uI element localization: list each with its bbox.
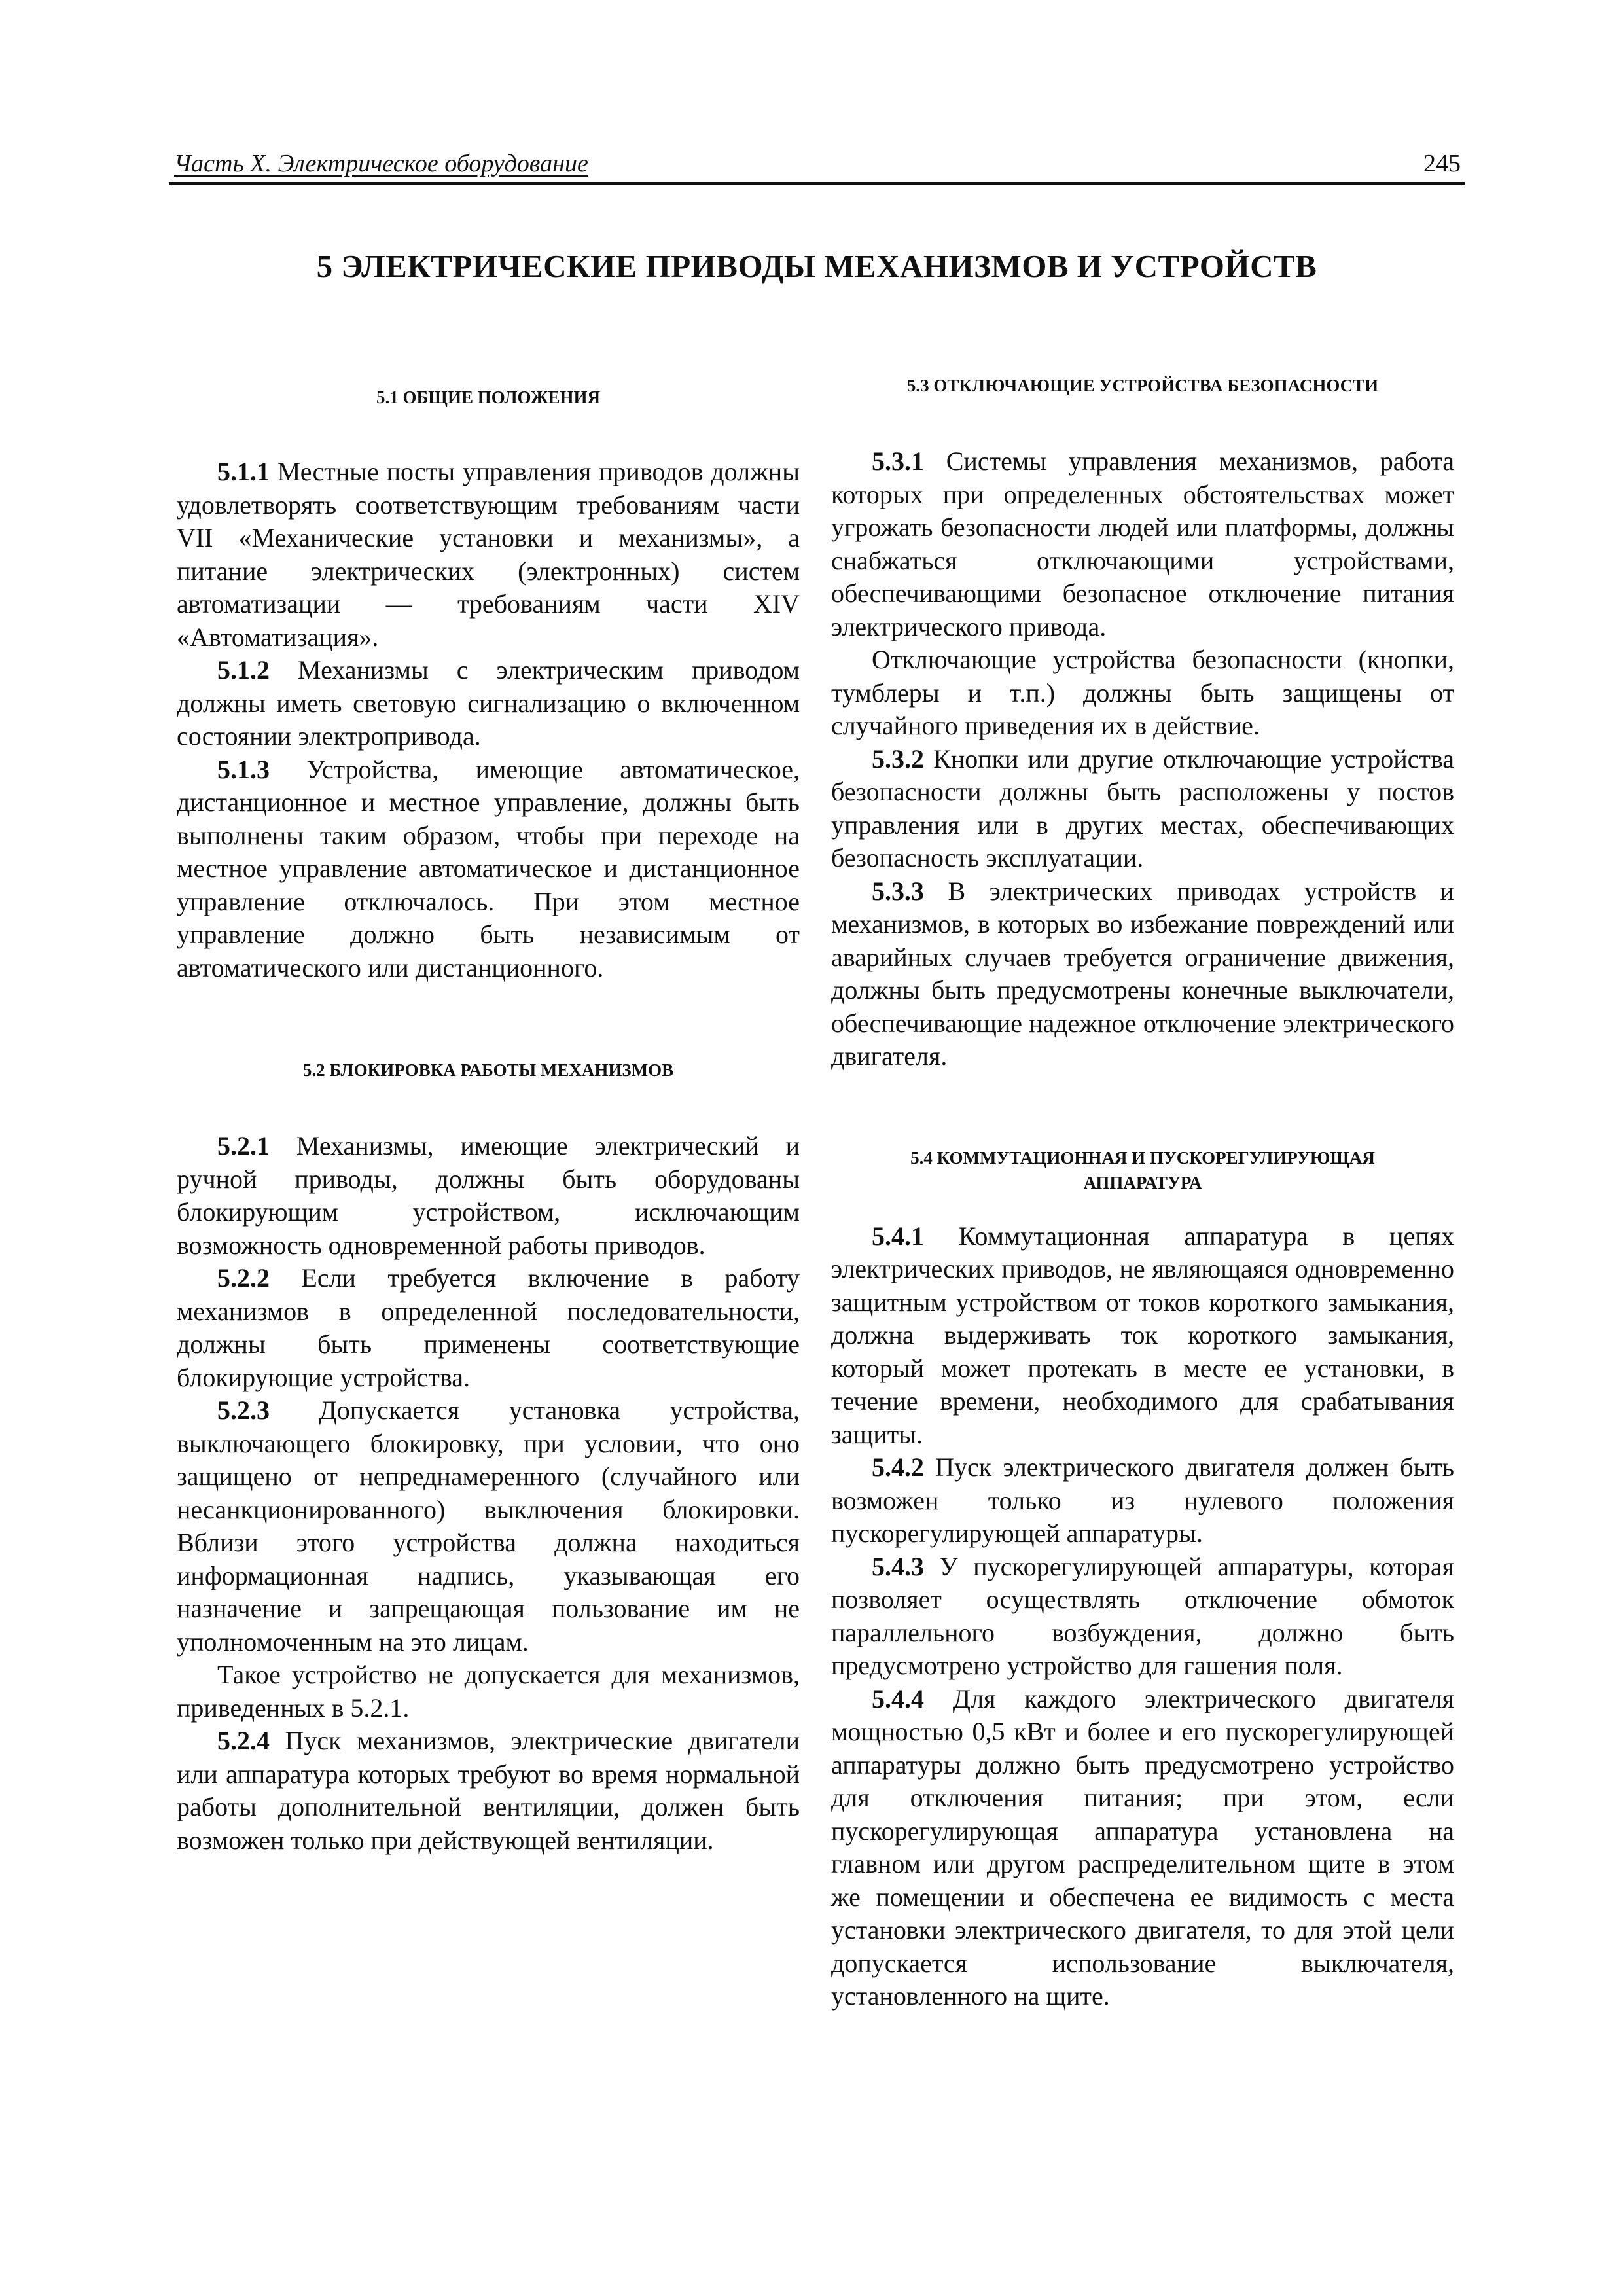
paragraph-text: Пуск электрического двигателя должен быть возможен только из нулевого положения пускорегулирующей аппаратуры. (831, 1452, 1454, 1548)
paragraph-text: Механизмы с электрическим приводом должны иметь световую сигнализацию о включенном состоянии электропривода. (177, 655, 800, 751)
paragraph-text: Отключающие устройства безопасности (кнопки, тумблеры и т.п.) должны быть защищены от случайного приведения их в действие. (831, 645, 1454, 740)
paragraph-5-4-3 (831, 1551, 1454, 1683)
paragraph-text: Местные посты управления приводов должны удовлетворять соответствующим требованиям части VII «Механические установки и механизмы», а питание электрических (электронных) систем автоматизации — требованиям части XIV «Автоматизация». (177, 457, 800, 652)
clause-number: 5.3.3 (872, 876, 924, 906)
paragraph-5-3-3 (831, 875, 1454, 1073)
clause-number: 5.1.2 (217, 655, 270, 685)
paragraph-5-3-1 (831, 445, 1454, 643)
chapter-title: 5 ЭЛЕКТРИЧЕСКИЕ ПРИВОДЫ МЕХАНИЗМОВ И УСТРОЙСТВ (316, 248, 1317, 284)
paragraph-text: Допускается установка устройства, выключающего блокировку, при условии, что оно защищено от непреднамеренного (случайного или несанкционированного) выключения блокировки. Вблизи этого устройства должна находиться информационная надпись, указывающая его назначение и запрещающая пользование им не уполномоченным на это лицам. (177, 1395, 800, 1657)
paragraph-text: У пускорегулирующей аппаратуры, которая позволяет осуществлять отключение обмоток параллельного возбуждения, должно быть предусмотрено устройство для гашения поля. (831, 1551, 1454, 1680)
section-heading-5-4 (831, 1145, 1454, 1195)
paragraph-text: Такое устройство не допускается для механизмов, приведенных в 5.2.1. (177, 1660, 800, 1723)
clause-number: 5.3.1 (872, 446, 924, 476)
clause-number: 5.4.4 (872, 1683, 924, 1713)
paragraph-5-3-2 (831, 743, 1454, 875)
paragraph-5-4-4 (831, 1683, 1454, 2013)
paragraph-5-2-3-note (177, 1659, 800, 1725)
paragraph-5-3-1-note (831, 643, 1454, 743)
right-column (831, 367, 1454, 2013)
section-heading-5-1: 5.1 ОБЩИЕ ПОЛОЖЕНИЯ (376, 387, 601, 407)
section-heading-5-3: 5.3 ОТКЛЮЧАЮЩИЕ УСТРОЙСТВА БЕЗОПАСНОСТИ (906, 376, 1379, 395)
running-title: Часть X. Электрическое оборудование (174, 150, 588, 177)
paragraph-5-2-1 (177, 1130, 800, 1262)
paragraph-5-1-1 (177, 456, 800, 654)
paragraph-5-2-2 (177, 1262, 800, 1394)
paragraph-text: Механизмы, имеющие электрический и ручной приводы, должны быть оборудованы блокирующим устройством, исключающим возможность одновременной работы приводов. (177, 1131, 800, 1260)
paragraph-5-1-2 (177, 654, 800, 753)
clause-number: 5.4.2 (872, 1452, 924, 1482)
paragraph-text: Для каждого электрического двигателя мощностью 0,5 кВт и более и его пускорегулирующей аппаратуры должно быть предусмотрено устройство для отключения питания; при этом, если пускорегулирующая аппаратура установлена на главном или другом распределительном щите в этом же помещении и обеспечена ее видимость с места установки электрического двигателя, то для этой цели допускается использование выключателя, установленного на щите. (831, 1683, 1454, 2011)
clause-number: 5.1.3 (217, 754, 270, 784)
paragraph-text: Системы управления механизмов, работа которых при определенных обстоятельствах может угрожать безопасности людей или платформы, должны снабжаться отключающими устройствами, обеспечивающими безопасное отключение питания электрического привода. (831, 446, 1454, 641)
clause-number: 5.4.1 (872, 1221, 924, 1251)
paragraph-5-4-1 (831, 1220, 1454, 1452)
paragraph-text: Если требуется включение в работу механизмов в определенной последовательности, должны быть применены соответствующие блокирующие устройства. (177, 1263, 800, 1392)
paragraph-text: Устройства, имеющие автоматическое, дистанционное и местное управление, должны быть выполнены таким образом, чтобы при переходе на местное управление автоматическое и дистанционное управление отключалось. При этом местное управление должно быть независимым от автоматического или дистанционного. (177, 754, 800, 982)
paragraph-5-4-2 (831, 1451, 1454, 1551)
paragraph-5-2-4 (177, 1725, 800, 1857)
clause-number: 5.1.1 (217, 457, 270, 486)
section-heading-line: АППАРАТУРА (1083, 1172, 1202, 1193)
clause-number: 5.4.3 (872, 1551, 924, 1581)
paragraph-text: Кнопки или другие отключающие устройства безопасности должны быть расположены у постов управления или в других местах, обеспечивающих безопасность эксплуатации. (831, 744, 1454, 872)
paragraph-5-1-3 (177, 753, 800, 985)
left-column (177, 367, 800, 1857)
clause-number: 5.2.3 (217, 1395, 270, 1425)
paragraph-5-2-3 (177, 1394, 800, 1659)
paragraph-text: Коммутационная аппаратура в цепях электрических приводов, не являющаяся одновременно защитным устройством от токов короткого замыкания, должна выдерживать ток короткого замыкания, который может протекать в месте ее установки, в течение времени, необходимого для срабатывания защиты. (831, 1221, 1454, 1449)
page-number: 245 (1423, 150, 1461, 177)
clause-number: 5.3.2 (872, 744, 924, 774)
clause-number: 5.2.1 (217, 1131, 270, 1160)
clause-number: 5.2.2 (217, 1263, 270, 1293)
section-heading-line: 5.4 КОММУТАЦИОННАЯ И ПУСКОРЕГУЛИРУЮЩАЯ (910, 1147, 1375, 1168)
paragraph-text: В электрических приводах устройств и механизмов, в которых во избежание повреждений или аварийных случаев требуется ограничение движения, должны быть предусмотрены конечные выключатели, обеспечивающие надежное отключение электрического двигателя. (831, 876, 1454, 1071)
page-header (169, 145, 1465, 185)
clause-number: 5.2.4 (217, 1726, 270, 1755)
paragraph-text: Пуск механизмов, электрические двигатели или аппаратура которых требуют во время нормальной работы дополнительной вентиляции, должен быть возможен только при действующей вентиляции. (177, 1726, 800, 1855)
section-heading-5-2: 5.2 БЛОКИРОВКА РАБОТЫ МЕХАНИЗМОВ (302, 1060, 674, 1080)
